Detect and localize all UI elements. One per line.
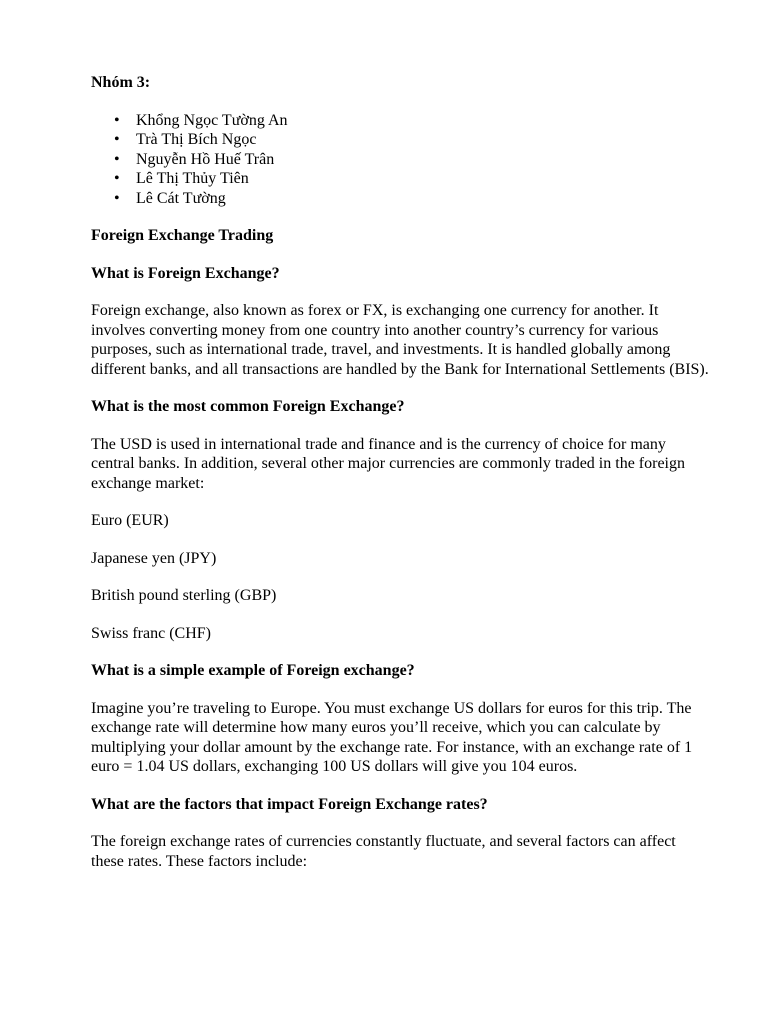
list-item — [91, 169, 711, 189]
bullet-icon: • — [114, 111, 120, 129]
member-list — [91, 111, 711, 209]
list-item — [91, 130, 711, 150]
member-name: Trà Thị Bích Ngọc — [136, 131, 257, 148]
bullet-icon: • — [114, 150, 120, 168]
bullet-icon: • — [114, 131, 120, 148]
section-body-what-is: Foreign exchange, also known as forex or FX, is exchanging one currency for another. It involves converting money from one country into another country’s currency for various purposes, such as international trade, travel, and investments. It is handled globally among different banks, and all transactions are handled by the Bank for International Settlements (BIS). — [91, 302, 709, 378]
section-body-example: Imagine you’re traveling to Europe. You must exchange US dollars for euros for this trip. The exchange rate will determine how many euros you’ll receive, which you can calculate by multiplying your dollar amount by the exchange rate. For instance, with an exchange rate of 1 euro = 1.04 US dollars, exchanging 100 US dollars will give you 104 euros. — [91, 699, 693, 775]
member-name: Lê Cát Tường — [136, 189, 226, 207]
currency-item-chf: Swiss franc (CHF) — [91, 624, 211, 642]
member-name: Lê Thị Thủy Tiên — [136, 170, 249, 187]
document-title: Foreign Exchange Trading — [91, 227, 274, 244]
section-body-most-common: The USD is used in international trade and finance and is the currency of choice for many central banks. In addition, several other major currencies are commonly traded in the foreign exchange market: — [91, 435, 685, 492]
section-heading-example: What is a simple example of Foreign exchange? — [91, 662, 415, 679]
member-name: Khổng Ngọc Tường An — [136, 111, 288, 129]
currency-item-gbp: British pound sterling (GBP) — [91, 587, 277, 604]
currency-item-jpy: Japanese yen (JPY) — [91, 549, 217, 567]
bullet-icon: • — [114, 170, 120, 187]
member-name: Nguyễn Hồ Huế Trân — [136, 150, 275, 168]
currency-item-eur: Euro (EUR) — [91, 512, 169, 529]
list-item — [91, 111, 711, 131]
document-content — [91, 73, 711, 889]
section-body-factors: The foreign exchange rates of currencies constantly fluctuate, and several factors can affect these rates. These factors include: — [91, 833, 676, 870]
section-heading-what-is: What is Foreign Exchange? — [91, 264, 280, 282]
list-item — [91, 150, 711, 170]
group-heading: Nhóm 3: — [91, 74, 151, 91]
section-heading-most-common: What is the most common Foreign Exchange? — [91, 398, 405, 415]
bullet-icon: • — [114, 189, 120, 207]
list-item — [91, 189, 711, 209]
section-heading-factors: What are the factors that impact Foreign Exchange rates? — [91, 795, 488, 813]
